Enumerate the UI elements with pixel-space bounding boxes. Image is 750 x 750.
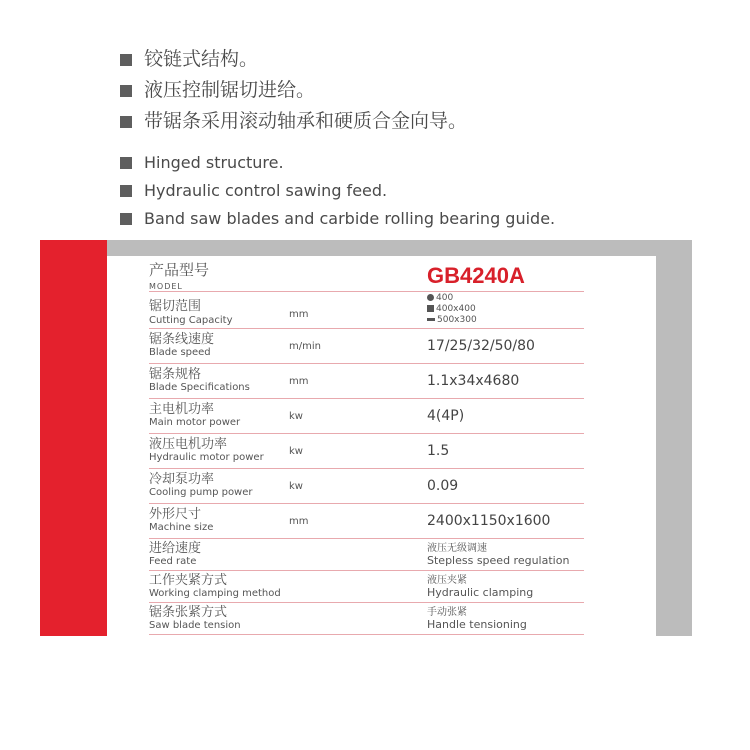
row-label-en: Machine size bbox=[149, 522, 214, 533]
row-value: 0.09 bbox=[427, 478, 459, 494]
row-value: 4(4P) bbox=[427, 408, 465, 424]
gray-right-band bbox=[656, 256, 692, 636]
row-label-cn: 工作夹紧方式 bbox=[149, 573, 228, 588]
square-bullet-icon bbox=[120, 85, 132, 97]
feature-item bbox=[120, 205, 555, 233]
spec-row-machine-size bbox=[149, 504, 584, 539]
square-bullet-icon bbox=[120, 116, 132, 128]
row-label-en: Feed rate bbox=[149, 556, 197, 567]
capacity-square: 400x400 bbox=[427, 304, 476, 314]
capacity-rect: 500x300 bbox=[427, 315, 477, 325]
spec-row-blade-speed bbox=[149, 329, 584, 364]
row-value-cn: 手动张紧 bbox=[427, 607, 467, 618]
row-value: 17/25/32/50/80 bbox=[427, 338, 535, 354]
row-label-en: Blade Specifications bbox=[149, 382, 250, 393]
row-unit: mm bbox=[289, 309, 309, 320]
spec-row-blade-spec bbox=[149, 364, 584, 399]
row-value-cn: 液压夹紧 bbox=[427, 575, 467, 586]
feature-item bbox=[120, 75, 467, 106]
row-label-cn: 锯条线速度 bbox=[149, 332, 215, 347]
features-cn bbox=[120, 44, 467, 137]
circle-icon bbox=[427, 294, 434, 301]
square-bullet-icon bbox=[120, 213, 132, 225]
row-value-en: Hydraulic clamping bbox=[427, 586, 534, 599]
spec-row-clamping bbox=[149, 571, 584, 603]
spec-row-feed-rate bbox=[149, 539, 584, 571]
row-label-cn: 锯条张紧方式 bbox=[149, 605, 228, 620]
spec-row-cutting-capacity bbox=[149, 292, 584, 329]
row-label-en: Working clamping method bbox=[149, 588, 281, 599]
row-unit: kw bbox=[289, 446, 303, 457]
row-label-cn: 进给速度 bbox=[149, 541, 202, 556]
gray-top-band bbox=[107, 240, 692, 256]
row-label-en: Saw blade tension bbox=[149, 620, 241, 631]
spec-row-cooling-pump bbox=[149, 469, 584, 504]
row-label-en: MODEL bbox=[149, 282, 183, 291]
feature-text: 液压控制锯切进给。 bbox=[144, 79, 316, 101]
row-value-cn: 液压无级调速 bbox=[427, 543, 487, 554]
row-unit: mm bbox=[289, 376, 309, 387]
rectangle-icon bbox=[427, 318, 435, 321]
row-label-cn: 外形尺寸 bbox=[149, 507, 202, 522]
row-label-en: Blade speed bbox=[149, 347, 211, 358]
model-value: GB4240A bbox=[427, 263, 525, 288]
feature-text: Hydraulic control sawing feed. bbox=[144, 181, 388, 200]
row-value-en: Handle tensioning bbox=[427, 618, 527, 631]
spec-row-model bbox=[149, 261, 584, 292]
row-label-cn: 主电机功率 bbox=[149, 402, 215, 417]
spec-row-tension bbox=[149, 603, 584, 635]
row-label-en: Cooling pump power bbox=[149, 487, 253, 498]
row-value-en: Stepless speed regulation bbox=[427, 554, 570, 567]
feature-text: Hinged structure. bbox=[144, 153, 284, 172]
feature-item bbox=[120, 177, 555, 205]
feature-item bbox=[120, 44, 467, 75]
feature-text: Band saw blades and carbide rolling bearing guide. bbox=[144, 209, 556, 228]
square-icon bbox=[427, 305, 434, 312]
row-label-cn: 冷却泵功率 bbox=[149, 472, 215, 487]
row-label-en: Main motor power bbox=[149, 417, 241, 428]
row-value: 1.1x34x4680 bbox=[427, 373, 520, 389]
row-label-en: Cutting Capacity bbox=[149, 315, 233, 326]
feature-item bbox=[120, 149, 555, 177]
feature-item bbox=[120, 106, 467, 137]
row-label-cn: 锯条规格 bbox=[149, 367, 202, 382]
capacity-round: 400 bbox=[427, 293, 453, 303]
feature-text: 铰链式结构。 bbox=[144, 48, 259, 70]
row-unit: kw bbox=[289, 411, 303, 422]
square-bullet-icon bbox=[120, 185, 132, 197]
spec-row-main-motor bbox=[149, 399, 584, 434]
row-label-cn: 产品型号 bbox=[149, 261, 210, 279]
row-unit: kw bbox=[289, 481, 303, 492]
red-accent-block bbox=[40, 240, 107, 636]
feature-text: 带锯条采用滚动轴承和硬质合金向导。 bbox=[144, 110, 468, 132]
features-en bbox=[120, 149, 555, 233]
square-bullet-icon bbox=[120, 157, 132, 169]
square-bullet-icon bbox=[120, 54, 132, 66]
row-value: 1.5 bbox=[427, 443, 450, 459]
spec-table bbox=[149, 261, 584, 635]
row-value: 2400x1150x1600 bbox=[427, 513, 551, 529]
row-unit: m/min bbox=[289, 341, 321, 352]
row-label-cn: 液压电机功率 bbox=[149, 437, 228, 452]
spec-row-hydraulic-motor bbox=[149, 434, 584, 469]
row-unit: mm bbox=[289, 516, 309, 527]
row-label-en: Hydraulic motor power bbox=[149, 452, 264, 463]
row-label-cn: 锯切范围 bbox=[149, 299, 202, 314]
